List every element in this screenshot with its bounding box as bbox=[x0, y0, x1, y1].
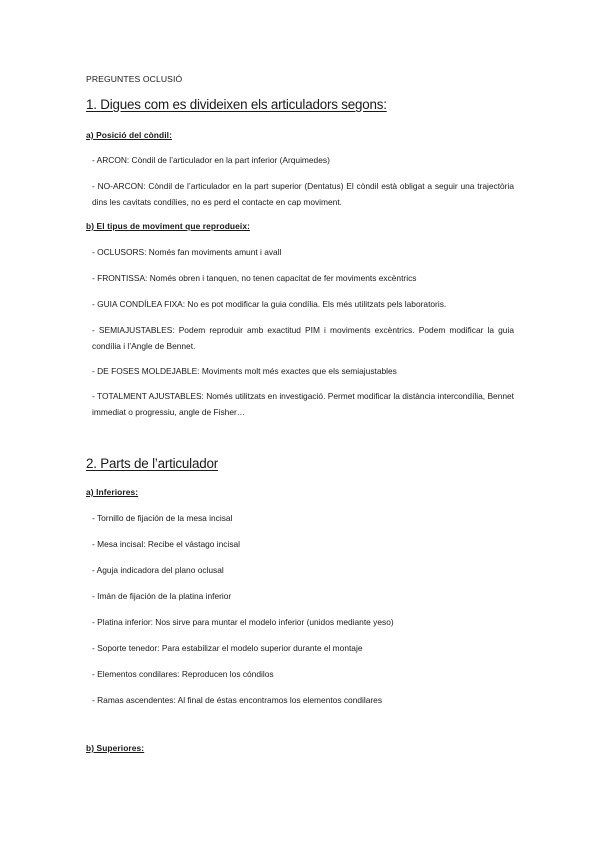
document-kicker: PREGUNTES OCLUSIÓ bbox=[86, 74, 183, 84]
subsection-1b-title: b) El tipus de moviment que reprodueix: bbox=[86, 221, 250, 231]
list-item: - Elementos condilares: Reproducen los cóndilos bbox=[92, 669, 274, 679]
subsection-2b-title: b) Superiores: bbox=[86, 743, 145, 753]
list-item: - Aguja indicadora del plano oclusal bbox=[92, 565, 224, 575]
section-2-heading: 2. Parts de l’articulador bbox=[86, 456, 218, 471]
list-item: - DE FOSES MOLDEJABLE: Moviments molt més exactes que els semiajustables bbox=[92, 366, 397, 376]
list-item: - TOTALMENT AJUSTABLES: Només utilitzats en investigació. Permet modificar la distància intercondília, Bennet immediat o progressiu, angle de Fisher… bbox=[92, 391, 514, 417]
list-item: - SEMIAJUSTABLES: Podem reproduir amb exactitud PIM i moviments excèntrics. Podem modificar la guia condília i l’Angle de Bennet. bbox=[92, 325, 514, 351]
subsection-2a-title: a) Inferiores: bbox=[86, 487, 139, 497]
list-item: - Soporte tenedor: Para estabilizar el modelo superior durante el montaje bbox=[92, 643, 363, 653]
list-item: - Imán de fijación de la platina inferior bbox=[92, 591, 232, 601]
list-item: - Mesa incisal: Recibe el vástago incisal bbox=[92, 539, 241, 549]
section-1-heading: 1. Digues com es divideixen els articuladors segons: bbox=[86, 97, 387, 112]
list-item: - GUIA CONDÍLEA FIXA: No es pot modificar la guia condília. Els més utilitzats pels laboratoris. bbox=[92, 299, 447, 309]
list-item: - Tornillo de fijación de la mesa incisal bbox=[92, 513, 233, 523]
list-item: - Platina inferior: Nos sirve para muntar el modelo inferior (unidos mediante yeso) bbox=[92, 617, 394, 627]
list-item: - NO-ARCON: Còndil de l’articulador en la part superior (Dentatus) El còndil està obligat a seguir una trajectòria dins les cavitats condílies, no es perd el contacte en cap moviment. bbox=[92, 181, 514, 207]
list-item: - FRONTISSA: Només obren i tanquen, no tenen capacitat de fer moviments excèntrics bbox=[92, 273, 417, 283]
subsection-1a-title: a) Posició del còndil: bbox=[86, 130, 172, 140]
list-item: - Ramas ascendentes: Al final de éstas encontramos los elementos condilares bbox=[92, 695, 383, 705]
list-item: - ARCON: Còndil de l’articulador en la part inferior (Arquimedes) bbox=[92, 155, 330, 165]
list-item: - OCLUSORS: Només fan moviments amunt i avall bbox=[92, 247, 282, 257]
